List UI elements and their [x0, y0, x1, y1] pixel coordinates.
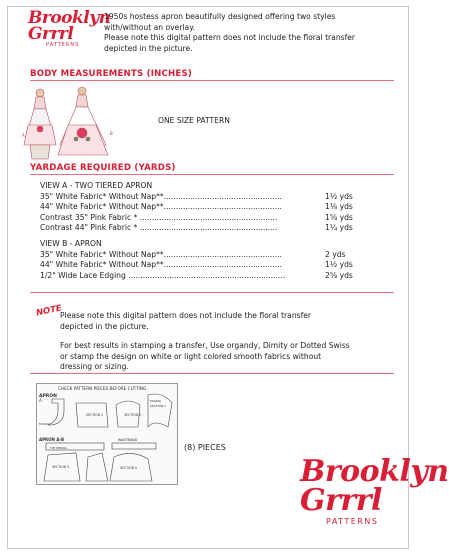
schem-a: A	[39, 398, 42, 403]
yardage-item: Contrast 44" Pink Fabric * .........................................................	[40, 223, 278, 232]
schem-facing: FACING	[39, 422, 50, 426]
schem-section2: SECTION 2	[124, 413, 142, 417]
yardage-item: 44" White Fabric* Without Nap**.................................................	[40, 202, 282, 211]
brand-logo-bottom	[300, 454, 449, 526]
one-size-label: ONE SIZE PATTERN	[158, 116, 230, 125]
yardage-row	[40, 223, 390, 234]
brand-name-line2: Grrrl	[28, 24, 74, 45]
schem-header: CHECK PATTERN PIECES BEFORE CUTTING	[58, 386, 147, 391]
intro-line: depicted in the picture.	[104, 43, 193, 53]
yardage-qty: 1⅛ yds	[325, 202, 353, 211]
divider	[30, 292, 394, 293]
divider	[30, 373, 394, 374]
intro-line: with/without an overlay.	[104, 22, 196, 32]
intro-text	[104, 12, 404, 54]
schem-apron: APRON	[39, 394, 57, 399]
yardage-row	[40, 271, 390, 282]
brand-name-line1: Brooklyn	[28, 8, 111, 28]
yardage-row	[40, 250, 390, 261]
yardage-qty: 2⅝ yds	[325, 270, 353, 280]
brand-logo-top	[28, 10, 110, 48]
intro-line: 1950s hostess apron beautifully designed offering two styles	[104, 12, 336, 21]
note-text	[60, 311, 390, 332]
brand-name-line1: Brooklyn	[300, 454, 449, 489]
brand-sub: PATTERNS	[326, 517, 379, 526]
yardage-qty: 1⅝ yds	[325, 212, 353, 222]
divider	[30, 80, 394, 81]
schem-apron-ab: APRON A-B	[39, 437, 65, 442]
svg-text:A: A	[22, 133, 25, 138]
note-line: depicted in the picture.	[60, 321, 149, 331]
view-b-yardage	[40, 239, 390, 281]
schem-section5: SECTION 5	[120, 466, 138, 470]
view-a-yardage	[40, 181, 390, 234]
yardage-row	[40, 202, 390, 213]
brand-sub: PATTERNS	[46, 42, 80, 49]
yardage-item: Contrast 35" Pink Fabric * .........................................................	[40, 212, 278, 222]
yardage-qty: 1½ yds	[325, 260, 353, 269]
schem-tie: TIE STRING	[50, 446, 67, 450]
yardage-item: 35" White Fabric* Without Nap**.................................................	[40, 191, 282, 201]
divider	[30, 174, 394, 175]
brand-name-line2: Grrrl	[300, 482, 382, 518]
view-b-title: VIEW B - APRON	[40, 239, 102, 248]
pieces-count: (8) PIECES	[184, 443, 226, 452]
schem-waistband: WAISTBAND	[118, 438, 138, 442]
intro-line: Please note this digital pattern does not include the floral transfer	[104, 33, 356, 42]
schem-section1: SECTION 1	[86, 413, 104, 417]
yardage-heading: YARDAGE REQUIRED (YARDS)	[30, 163, 176, 173]
schem-facing2: FACING	[150, 399, 161, 403]
body-measurements-heading: BODY MEASUREMENTS (INCHES)	[30, 69, 192, 79]
yardage-qty: 2 yds	[325, 249, 346, 259]
yardage-row	[40, 260, 390, 271]
yardage-qty: 1½ yds	[325, 191, 353, 201]
yardage-item: 1/2" Wide Lace Edging .................................................................	[40, 270, 286, 280]
transfer-instructions	[60, 341, 395, 373]
note-line: dressing or sizing.	[60, 362, 129, 371]
yardage-row	[40, 192, 390, 203]
yardage-item: 35" White Fabric* Without Nap**.................................................	[40, 249, 282, 259]
yardage-item: 44" White Fabric* Without Nap**.................................................	[40, 260, 282, 269]
pattern-pieces-schematic	[36, 383, 178, 485]
view-a-title: VIEW A - TWO TIERED APRON	[40, 181, 153, 190]
yardage-qty: 1¼ yds	[325, 223, 353, 232]
schem-section1b: SECTION 1	[150, 404, 167, 408]
apron-illustration	[20, 85, 116, 161]
yardage-row	[40, 213, 390, 224]
note-line: Please note this digital pattern does not include the floral transfer	[60, 311, 312, 320]
schem-section4: SECTION 4	[52, 465, 70, 469]
note-line: or stamp the design on white or light colored smooth fabrics without	[60, 351, 322, 361]
note-line: For best results in stamping a transfer, Use organdy, Dimity or Dotted Swiss	[60, 341, 350, 350]
svg-text:B: B	[110, 131, 113, 136]
note-label: NOTE	[35, 303, 63, 319]
